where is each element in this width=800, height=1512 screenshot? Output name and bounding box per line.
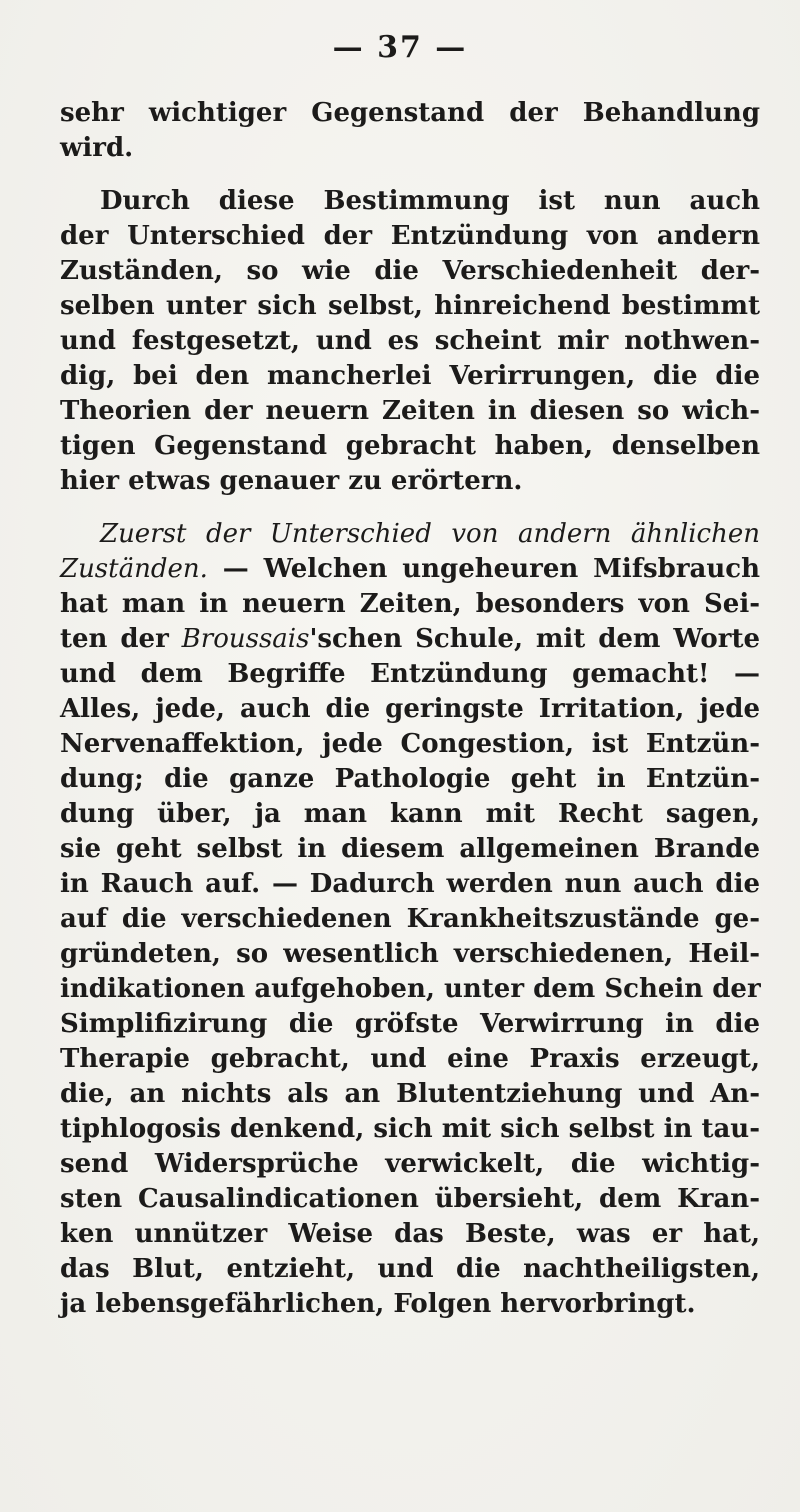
text-line-mixed xyxy=(60,622,760,657)
text-line: tiphlogosis denkend, sich mit sich selbst in tau- xyxy=(60,1114,760,1144)
text-line: und dem Begriffe Entzündung gemacht! — xyxy=(60,659,760,689)
italic-name: Broussais xyxy=(181,624,310,654)
text-fragment: — Welchen ungeheuren Mifsbrauch xyxy=(207,554,760,584)
text-line: send Widersprüche verwickelt, die wichtig- xyxy=(60,1149,760,1179)
text-line: der Unterschied der Entzündung von andern xyxy=(60,221,760,251)
text-line: ja lebensgefährlichen, Folgen hervorbringt. xyxy=(60,1289,696,1319)
text-line: in Rauch auf. — Dadurch werden nun auch die xyxy=(60,869,760,899)
text-line: selben unter sich selbst, hinreichend bestimmt xyxy=(60,291,760,321)
text-line: das Blut, entzieht, und die nachtheiligsten, xyxy=(60,1254,760,1284)
text-line: hat man in neuern Zeiten, besonders von Sei- xyxy=(60,589,760,619)
italic-heading: Zuerst der Unterschied von andern ähnlichen xyxy=(100,519,760,549)
text-line: sie geht selbst in diesem allgemeinen Brande xyxy=(60,834,760,864)
text-line: gründeten, so wesentlich verschiedenen, Heil- xyxy=(60,939,760,969)
italic-heading-end: Zuständen. xyxy=(60,554,208,584)
text-line: und festgesetzt, und es scheint mir nothwen- xyxy=(60,326,760,356)
text-fragment: 'schen Schule, mit dem Worte xyxy=(309,624,760,654)
text-line: sehr wichtiger Gegenstand der Behandlung xyxy=(60,98,760,128)
body-text xyxy=(60,96,760,1322)
text-line-mixed xyxy=(60,552,760,587)
text-line: hier etwas genauer zu erörtern. xyxy=(60,466,523,496)
text-line: Therapie gebracht, und eine Praxis erzeugt, xyxy=(60,1044,760,1074)
text-line: dig, bei den mancherlei Verirrungen, die die xyxy=(60,361,760,391)
text-line: Simplifizirung die gröfste Verwirrung in die xyxy=(60,1009,760,1039)
text-line: tigen Gegenstand gebracht haben, denselben xyxy=(60,431,760,461)
text-line: Theorien der neuern Zeiten in diesen so wich- xyxy=(60,396,760,426)
text-line: auf die verschiedenen Krankheitszustände ge- xyxy=(60,904,760,934)
text-line: wird. xyxy=(60,133,134,163)
text-fragment: ten der xyxy=(60,624,182,654)
text-line: die, an nichts als an Blutentziehung und An- xyxy=(60,1079,760,1109)
text-line: Nervenaffektion, jede Congestion, ist Entzün- xyxy=(60,729,760,759)
text-line: dung; die ganze Pathologie geht in Entzün- xyxy=(60,764,760,794)
text-line: Durch diese Bestimmung ist nun auch xyxy=(100,186,760,216)
page-number: — 37 — xyxy=(332,30,468,65)
text-line: indikationen aufgehoben, unter dem Schein der xyxy=(60,974,761,1004)
text-line: sten Causalindicationen übersieht, dem Kran- xyxy=(60,1184,760,1214)
text-line: ken unnützer Weise das Beste, was er hat, xyxy=(60,1219,760,1249)
text-line: dung über, ja man kann mit Recht sagen, xyxy=(60,799,760,829)
text-line: Alles, jede, auch die geringste Irritation, jede xyxy=(60,694,760,724)
text-line: Zuständen, so wie die Verschiedenheit der- xyxy=(60,256,760,286)
text-line-italic xyxy=(60,517,760,552)
